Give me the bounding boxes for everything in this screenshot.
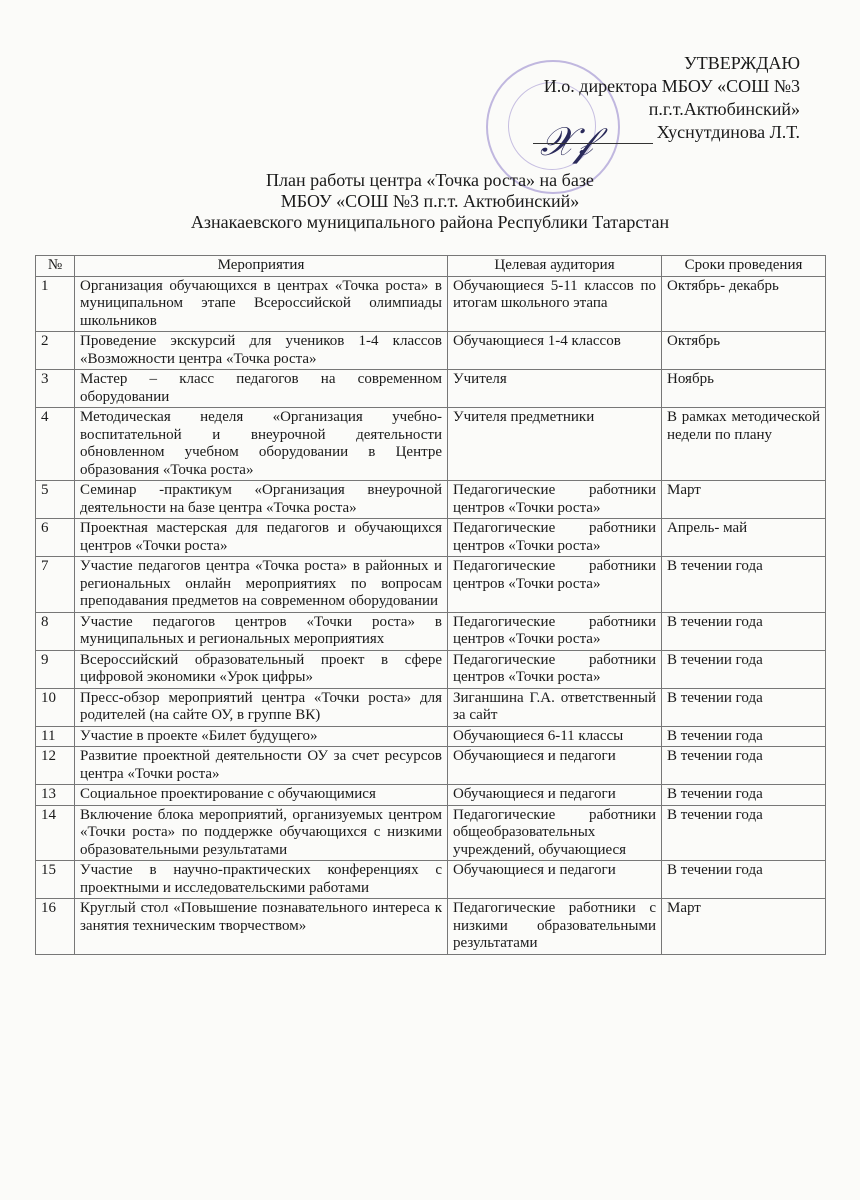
approval-heading: УТВЕРЖДАЮ <box>683 53 800 73</box>
row-audience: Педагогические работники центров «Точки роста» <box>448 519 662 557</box>
approval-block <box>533 52 800 144</box>
table-row <box>36 688 826 726</box>
row-event: Развитие проектной деятельности ОУ за счет ресурсов центра «Точки роста» <box>75 747 448 785</box>
table-row <box>36 370 826 408</box>
table-row <box>36 805 826 861</box>
table-row <box>36 612 826 650</box>
row-number: 7 <box>36 557 75 613</box>
row-audience: Педагогические работники общеобразовательных учреждений, обучающиеся <box>448 805 662 861</box>
row-dates: В течении года <box>662 650 826 688</box>
row-event: Участие педагогов центров «Точки роста» в муниципальных и региональных мероприятиях <box>75 612 448 650</box>
row-audience: Педагогические работники с низкими образовательными результатами <box>448 899 662 955</box>
table-row <box>36 481 826 519</box>
header-number: № <box>36 256 75 277</box>
table-row <box>36 785 826 806</box>
approval-position: И.о. директора МБОУ «СОШ №3 <box>543 76 800 96</box>
table-row <box>36 726 826 747</box>
row-event: Пресс-обзор мероприятий центра «Точки роста» для родителей (на сайте ОУ, в группе ВК) <box>75 688 448 726</box>
row-dates: В течении года <box>662 805 826 861</box>
row-audience: Учителя <box>448 370 662 408</box>
header-event: Мероприятия <box>75 256 448 277</box>
row-number: 9 <box>36 650 75 688</box>
table-row <box>36 650 826 688</box>
table-row <box>36 557 826 613</box>
row-number: 8 <box>36 612 75 650</box>
header-dates: Сроки проведения <box>662 256 826 277</box>
title-line-1: План работы центра «Точка роста» на базе <box>266 170 594 190</box>
row-number: 1 <box>36 276 75 332</box>
row-dates: В течении года <box>662 785 826 806</box>
row-dates: В течении года <box>662 612 826 650</box>
table-row <box>36 408 826 481</box>
row-number: 5 <box>36 481 75 519</box>
row-audience: Обучающиеся 1-4 классов <box>448 332 662 370</box>
table-row <box>36 747 826 785</box>
row-dates: В течении года <box>662 747 826 785</box>
title-line-2: МБОУ «СОШ №3 п.г.т. Актюбинский» <box>280 191 580 211</box>
signature-line <box>533 129 653 144</box>
row-audience: Педагогические работники центров «Точки роста» <box>448 481 662 519</box>
row-event: Семинар -практикум «Организация внеурочной деятельности на базе центра «Точка роста» <box>75 481 448 519</box>
row-dates: В течении года <box>662 861 826 899</box>
row-event: Участие в проекте «Билет будущего» <box>75 726 448 747</box>
row-number: 11 <box>36 726 75 747</box>
row-event: Проведение экскурсий для учеников 1-4 классов «Возможности центра «Точка роста» <box>75 332 448 370</box>
row-audience: Обучающиеся 6-11 классы <box>448 726 662 747</box>
row-audience: Педагогические работники центров «Точки роста» <box>448 612 662 650</box>
row-number: 14 <box>36 805 75 861</box>
row-number: 10 <box>36 688 75 726</box>
row-dates: Октябрь- декабрь <box>662 276 826 332</box>
table-row <box>36 519 826 557</box>
row-dates: Март <box>662 481 826 519</box>
row-audience: Зиганшина Г.А. ответственный за сайт <box>448 688 662 726</box>
row-dates: Апрель- май <box>662 519 826 557</box>
header-audience: Целевая аудитория <box>448 256 662 277</box>
row-number: 4 <box>36 408 75 481</box>
plan-table <box>35 255 826 955</box>
row-dates: В течении года <box>662 688 826 726</box>
document-title <box>0 170 860 233</box>
signature: 𝒳𝒻 <box>540 119 593 164</box>
row-dates: В течении года <box>662 557 826 613</box>
approval-position-2: п.г.т.Актюбинский» <box>648 99 800 119</box>
row-audience: Педагогические работники центров «Точки роста» <box>448 557 662 613</box>
row-number: 12 <box>36 747 75 785</box>
row-audience: Обучающиеся и педагоги <box>448 785 662 806</box>
row-dates: Ноябрь <box>662 370 826 408</box>
row-dates: В течении года <box>662 726 826 747</box>
table-row <box>36 332 826 370</box>
row-number: 13 <box>36 785 75 806</box>
row-event: Участие в научно-практических конференциях с проектными и исследовательскими работами <box>75 861 448 899</box>
row-event: Методическая неделя «Организация учебно-воспитательной и внеурочной деятельности обновленном учебном оборудовании в Центре образования «Точка роста» <box>75 408 448 481</box>
row-event: Круглый стол «Повышение познавательного интереса к занятия техническим творчеством» <box>75 899 448 955</box>
row-event: Проектная мастерская для педагогов и обучающихся центров «Точки роста» <box>75 519 448 557</box>
row-event: Социальное проектирование с обучающимися <box>75 785 448 806</box>
title-line-3: Азнакаевского муниципального района Республики Татарстан <box>190 212 670 232</box>
table-row <box>36 861 826 899</box>
row-audience: Обучающиеся и педагоги <box>448 747 662 785</box>
row-number: 16 <box>36 899 75 955</box>
row-number: 6 <box>36 519 75 557</box>
row-audience: Учителя предметники <box>448 408 662 481</box>
row-number: 2 <box>36 332 75 370</box>
table-header-row <box>36 256 826 277</box>
row-audience: Обучающиеся 5-11 классов по итогам школьного этапа <box>448 276 662 332</box>
row-audience: Обучающиеся и педагоги <box>448 861 662 899</box>
row-audience: Педагогические работники центров «Точки роста» <box>448 650 662 688</box>
row-dates: Март <box>662 899 826 955</box>
row-dates: В рамках методической недели по плану <box>662 408 826 481</box>
table-row <box>36 899 826 955</box>
row-number: 3 <box>36 370 75 408</box>
row-event: Мастер – класс педагогов на современном оборудовании <box>75 370 448 408</box>
row-event: Включение блока мероприятий, организуемых центром «Точки роста» по поддержке обучающихся с низкими образовательными результатами <box>75 805 448 861</box>
row-event: Участие педагогов центра «Точка роста» в районных и региональных онлайн мероприятиях по вопросам преподавания предметов на современном оборудовании <box>75 557 448 613</box>
approval-name: Хуснутдинова Л.Т. <box>656 122 800 142</box>
row-event: Организация обучающихся в центрах «Точка роста» в муниципальном этапе Всероссийской олимпиады школьников <box>75 276 448 332</box>
row-dates: Октябрь <box>662 332 826 370</box>
row-event: Всероссийский образовательный проект в сфере цифровой экономики «Урок цифры» <box>75 650 448 688</box>
row-number: 15 <box>36 861 75 899</box>
table-row <box>36 276 826 332</box>
